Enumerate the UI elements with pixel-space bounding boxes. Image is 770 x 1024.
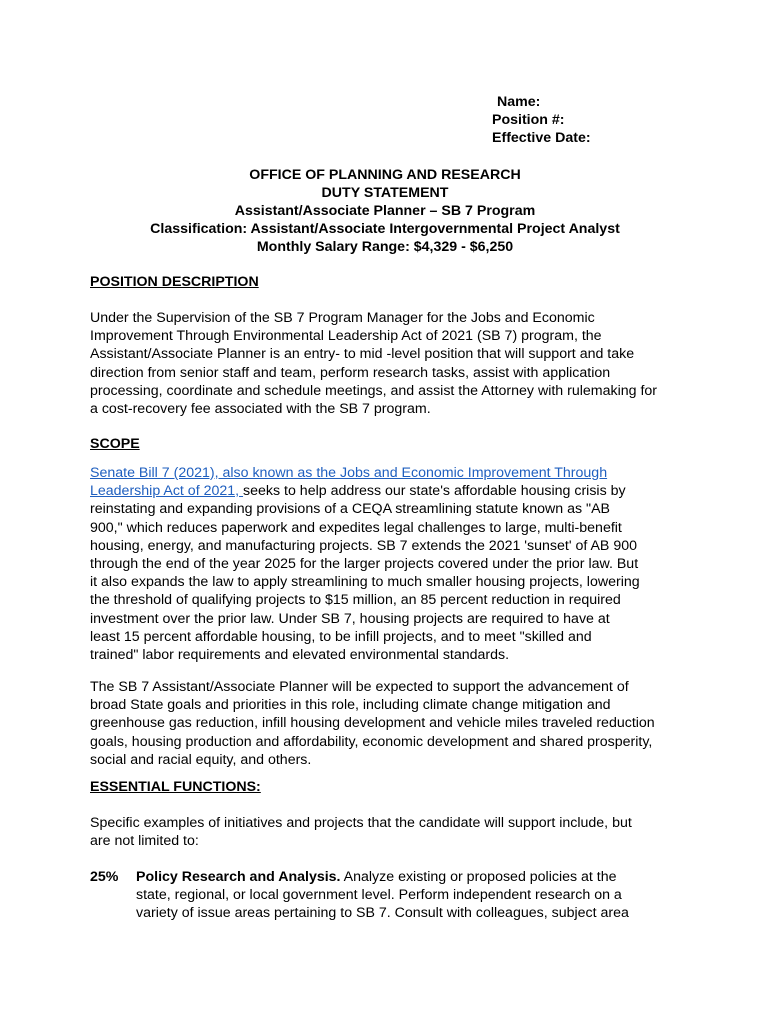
text-line: trained" labor requirements and elevated environmental standards. (90, 647, 510, 664)
text-line: housing, energy, and manufacturing projects. SB 7 extends the 2021 'sunset' of AB 900 (90, 537, 637, 554)
classification: Classification: Assistant/Associate Intergovernmental Project Analyst (150, 221, 620, 237)
text-line: The SB 7 Assistant/Associate Planner will be expected to support the advancement of (90, 679, 629, 695)
essential-functions-intro (90, 814, 700, 850)
text-line: the threshold of qualifying projects to $15 million, an 85 percent reduction in required (90, 592, 621, 609)
sb7-link-part2[interactable]: Leadership Act of 2021, (90, 483, 244, 500)
scope-text (90, 464, 700, 664)
effective-date-label: Effective Date: (492, 130, 591, 146)
text-line: broad State goals and priorities in this role, including climate change mitigation and (90, 697, 611, 714)
text-line: least 15 percent affordable housing, to be infill projects, and to meet "skilled and (90, 628, 592, 645)
scope-paragraph-2 (90, 678, 700, 769)
name-label: Name: (497, 94, 541, 110)
salary-range: Monthly Salary Range: $4,329 - $6,250 (256, 239, 514, 255)
function-title: Policy Research and Analysis. (136, 869, 341, 885)
text-line: greenhouse gas reduction, infill housing development and vehicle miles traveled reduction (90, 715, 655, 732)
function-percent: 25% (90, 869, 119, 885)
text-line: 900," which reduces paperwork and expedites legal challenges to large, multi-benefit (90, 519, 622, 536)
position-label: Position #: (492, 112, 565, 128)
position-description-heading: POSITION DESCRIPTION (90, 274, 259, 290)
document-title (0, 166, 770, 256)
position-description-text (90, 309, 700, 418)
text-line: goals, housing production and affordability, economic development and shared prosperity, (90, 733, 653, 750)
text-line: processing, coordinate and schedule meetings, and assist the Attorney with rulemaking for (90, 382, 658, 399)
essential-functions-heading: ESSENTIAL FUNCTIONS: (90, 779, 261, 795)
text-line: Improvement Through Environmental Leadership Act of 2021 (SB 7) program, the (90, 328, 602, 345)
text-fragment: Analyze existing or proposed policies at the (340, 869, 617, 885)
text-line: through the end of the year 2025 for the larger projects covered under the prior law. But (90, 556, 639, 573)
text-line: social and racial equity, and others. (90, 751, 312, 768)
text-fragment: seeks to help address our state's affordable housing crisis by (243, 483, 626, 500)
text-line: investment over the prior law. Under SB 7, housing projects are required to have at (90, 610, 610, 627)
text-line: it also expands the law to apply streamlining to much smaller housing projects, lowering (90, 574, 640, 591)
sb7-link-part1[interactable]: Senate Bill 7 (2021), also known as the Jobs and Economic Improvement Through (90, 465, 608, 481)
text-line: Assistant/Associate Planner is an entry- to mid -level position that will support and take (90, 346, 635, 363)
doc-type: DUTY STATEMENT (321, 185, 449, 201)
text-line: variety of issue areas pertaining to SB 7. Consult with colleagues, subject area (136, 905, 629, 922)
text-line: direction from senior staff and team, perform research tasks, assist with application (90, 364, 611, 381)
text-line: Under the Supervision of the SB 7 Program Manager for the Jobs and Economic (90, 310, 595, 326)
text-line: are not limited to: (90, 833, 199, 850)
header-fields (492, 93, 591, 147)
role-title: Assistant/Associate Planner – SB 7 Program (234, 203, 536, 219)
scope-heading: SCOPE (90, 436, 140, 452)
text-line: a cost-recovery fee associated with the SB 7 program. (90, 401, 431, 418)
text-line: Specific examples of initiatives and projects that the candidate will support include, but (90, 815, 632, 831)
text-line: state, regional, or local government level. Perform independent research on a (136, 887, 622, 904)
text-line: reinstating and expanding provisions of a CEQA streamlining statute known as "AB (90, 501, 611, 518)
office-name: OFFICE OF PLANNING AND RESEARCH (249, 167, 521, 183)
